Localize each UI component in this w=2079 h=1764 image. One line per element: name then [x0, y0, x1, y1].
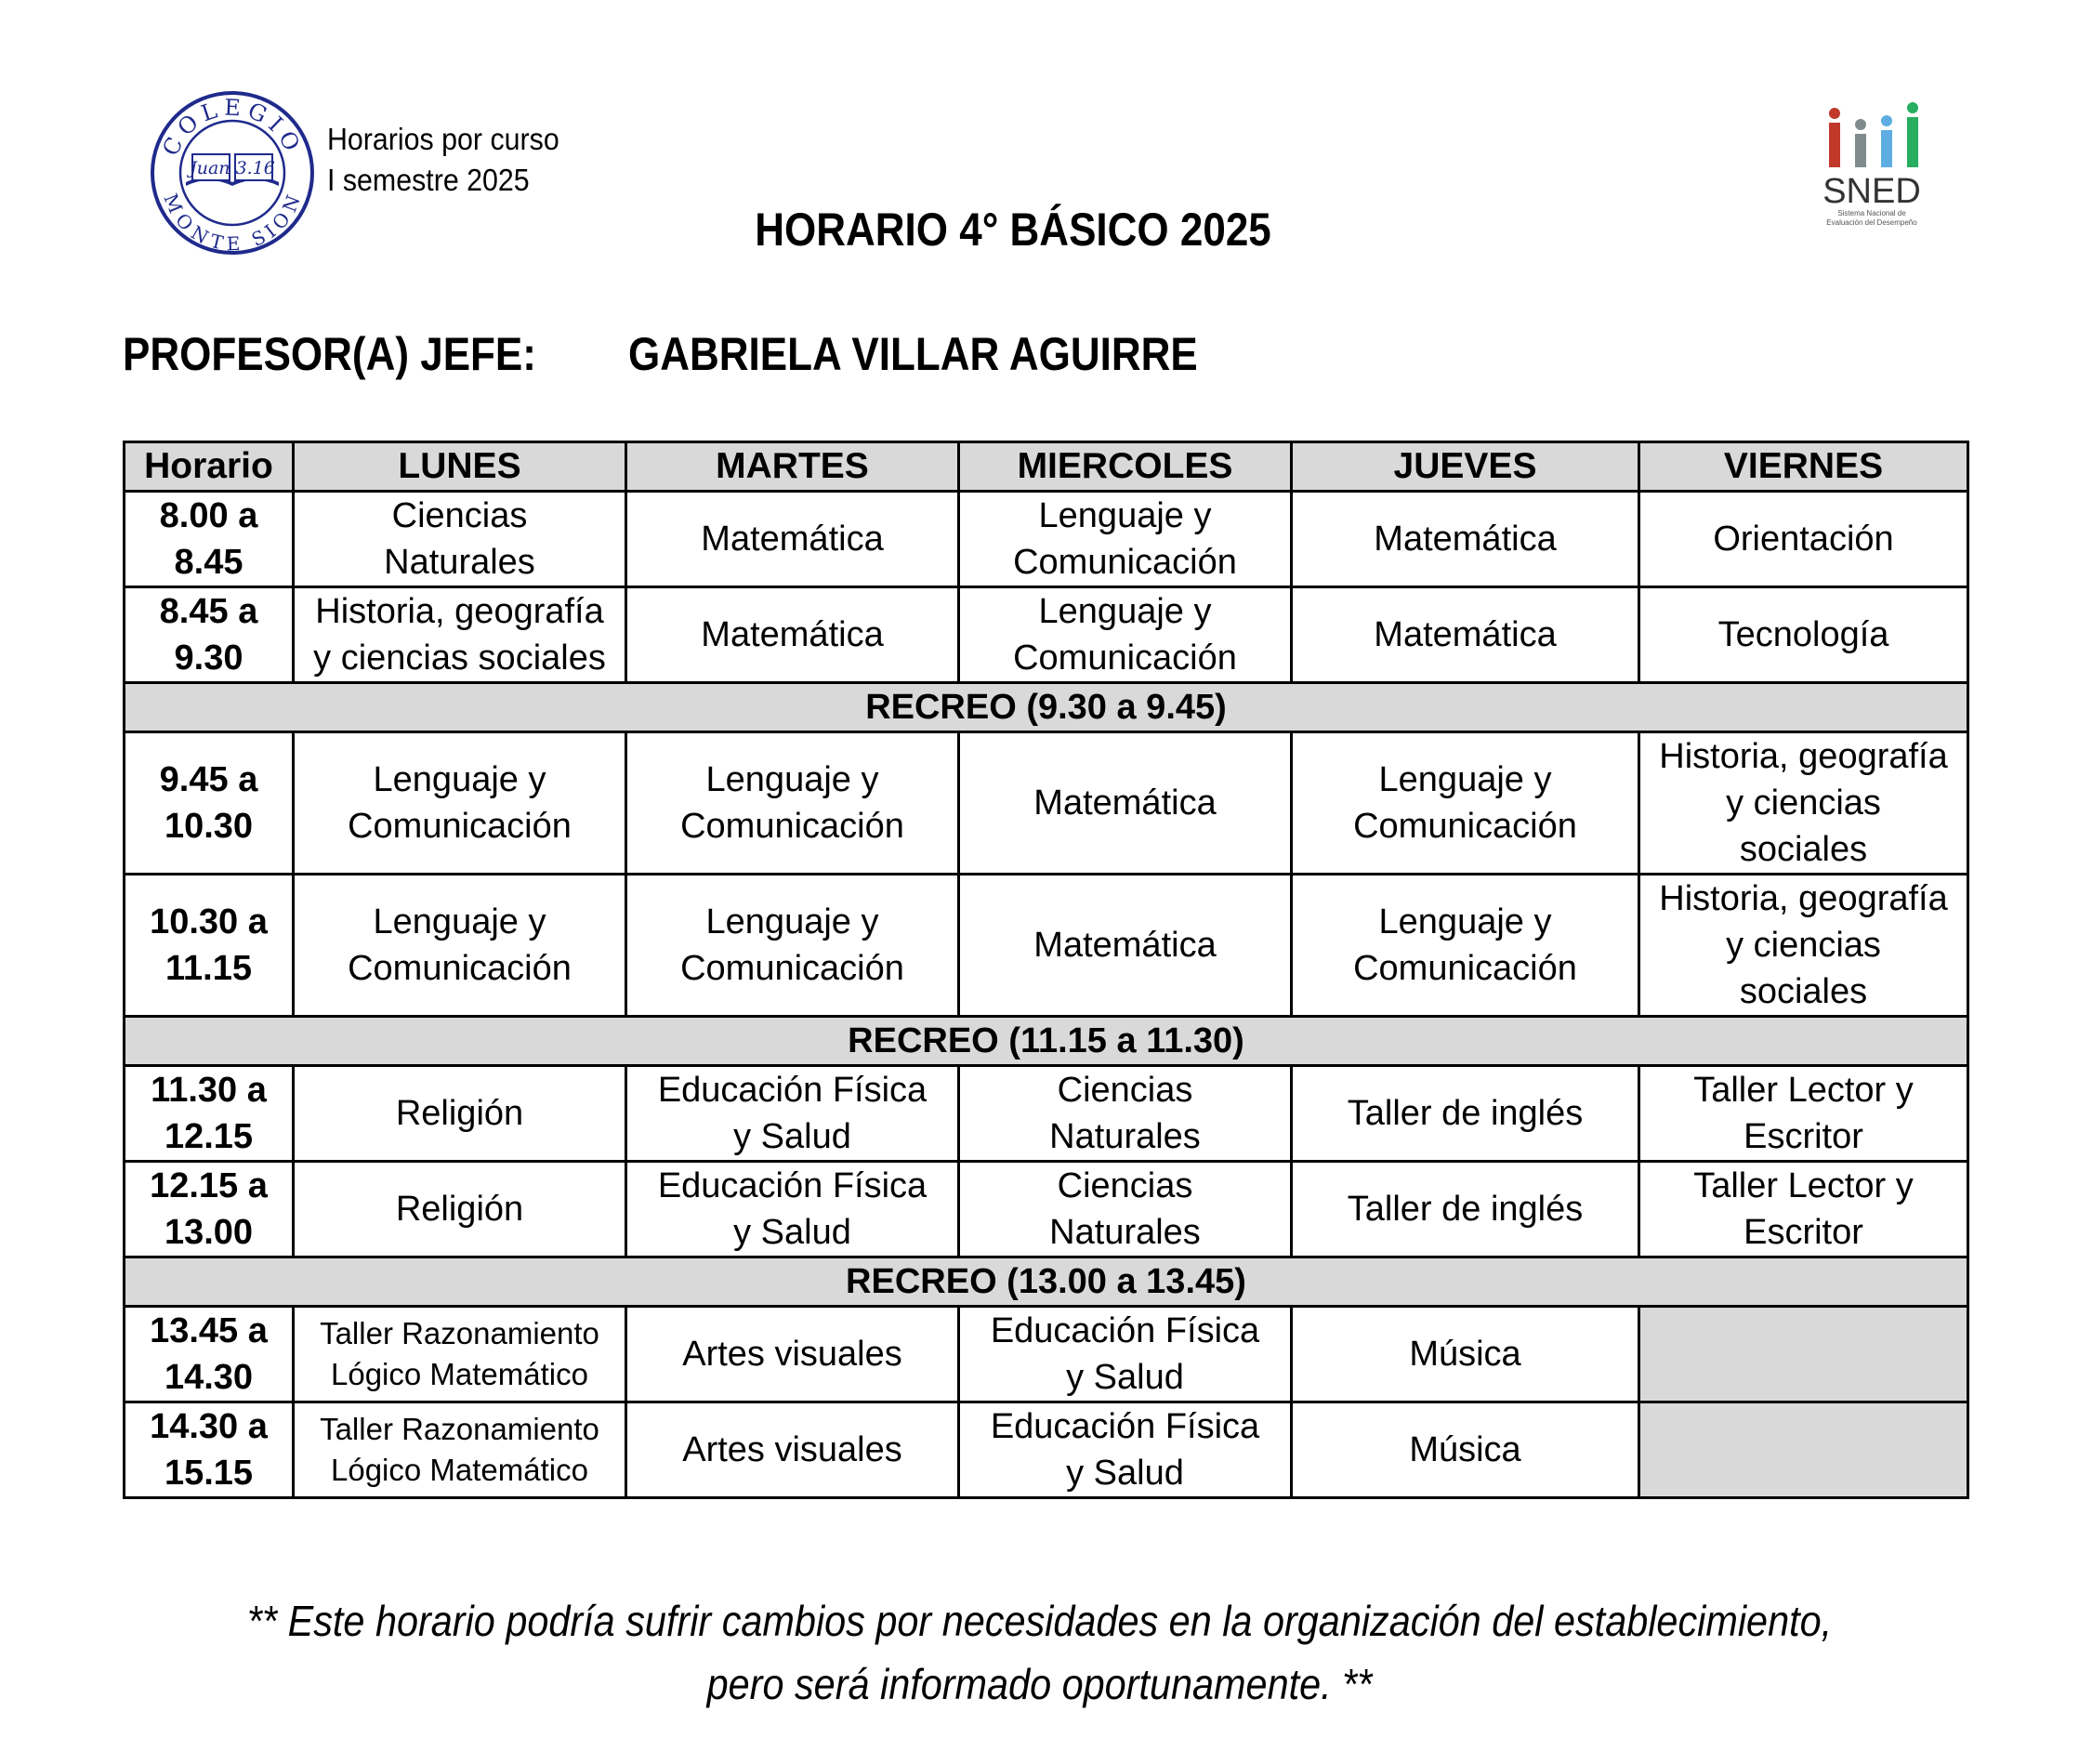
class-cell: Lenguaje y Comunicación: [1292, 875, 1639, 1017]
class-cell: Matemática: [626, 492, 959, 587]
time-cell: 10.30 a 11.15: [125, 875, 294, 1017]
class-cell: Matemática: [1292, 492, 1639, 587]
svg-text:COLEGIO: [157, 95, 307, 161]
class-cell: Ciencias Naturales: [959, 1066, 1292, 1162]
teacher-label: PROFESOR(A) JEFE:: [123, 328, 536, 380]
class-cell: Educación Física y Salud: [959, 1402, 1292, 1498]
class-cell: Lenguaje y Comunicación: [626, 732, 959, 875]
time-cell: 12.15 a 13.00: [125, 1162, 294, 1257]
time-cell: 9.45 a 10.30: [125, 732, 294, 875]
table-row: [125, 1402, 1968, 1498]
class-cell: Matemática: [959, 875, 1292, 1017]
class-cell: Lenguaje y Comunicación: [959, 587, 1292, 683]
class-cell: Ciencias Naturales: [959, 1162, 1292, 1257]
table-row: [125, 1066, 1968, 1162]
sned-tagline-line1: Sistema Nacional de: [1837, 209, 1906, 217]
recess-row: [125, 1257, 1968, 1307]
empty-cell: [1639, 1402, 1968, 1498]
class-cell: Taller de inglés: [1292, 1066, 1639, 1162]
class-cell: Taller de inglés: [1292, 1162, 1639, 1257]
header-horario: Horario: [125, 442, 294, 492]
class-cell: Educación Física y Salud: [959, 1307, 1292, 1402]
sned-tagline-line2: Evaluación del Desempeño: [1826, 218, 1917, 227]
class-cell: Matemática: [626, 587, 959, 683]
table-row: [125, 1307, 1968, 1402]
class-cell: Tecnología: [1639, 587, 1968, 683]
class-cell: Artes visuales: [626, 1307, 959, 1402]
time-cell: 8.00 a 8.45: [125, 492, 294, 587]
class-cell: Artes visuales: [626, 1402, 959, 1498]
subtitle-line1: Horarios por curso: [327, 122, 559, 156]
class-cell: Matemática: [959, 732, 1292, 875]
class-cell: Música: [1292, 1307, 1639, 1402]
recess-row: [125, 683, 1968, 732]
header-miercoles: MIERCOLES: [959, 442, 1292, 492]
time-cell: 8.45 a 9.30: [125, 587, 294, 683]
class-cell: Taller Lector y Escritor: [1639, 1066, 1968, 1162]
table-row: [125, 492, 1968, 587]
sned-text: SNED: [1822, 172, 1921, 211]
recess-row: [125, 1017, 1968, 1066]
class-cell: Ciencias Naturales: [294, 492, 626, 587]
class-cell: Historia, geografía y ciencias sociales: [1639, 732, 1968, 875]
class-cell: Historia, geografía y ciencias sociales: [294, 587, 626, 683]
header-martes: MARTES: [626, 442, 959, 492]
class-cell: Taller Lector y Escritor: [1639, 1162, 1968, 1257]
subtitle: [327, 119, 559, 201]
class-cell: Lenguaje y Comunicación: [959, 492, 1292, 587]
class-cell: Taller Razonamiento Lógico Matemático: [294, 1402, 626, 1498]
header-viernes: VIERNES: [1639, 442, 1968, 492]
time-cell: 14.30 a 15.15: [125, 1402, 294, 1498]
header-lunes: LUNES: [294, 442, 626, 492]
class-cell: Orientación: [1639, 492, 1968, 587]
empty-cell: [1639, 1307, 1968, 1402]
logo-top-text: COLEGIO: [157, 94, 308, 161]
table-row: [125, 587, 1968, 683]
class-cell: Lenguaje y Comunicación: [294, 732, 626, 875]
class-cell: Historia, geografía y ciencias sociales: [1639, 875, 1968, 1017]
logo-middle-text: Juan 3.16: [190, 158, 275, 178]
class-cell: Educación Física y Salud: [626, 1162, 959, 1257]
recess-cell: RECREO (13.00 a 13.45): [125, 1257, 1968, 1307]
recess-cell: RECREO (9.30 a 9.45): [125, 683, 1968, 732]
footer-note-line1: ** Este horario podría sufrir cambios por necesidades en la organización del establecimiento,: [246, 1597, 1833, 1645]
page-title: HORARIO 4° BÁSICO 2025: [755, 204, 1271, 256]
table-row: [125, 1162, 1968, 1257]
recess-cell: RECREO (11.15 a 11.30): [125, 1017, 1968, 1066]
time-cell: 11.30 a 12.15: [125, 1066, 294, 1162]
class-cell: Matemática: [1292, 587, 1639, 683]
time-cell: 13.45 a 14.30: [125, 1307, 294, 1402]
subtitle-line2: I semestre 2025: [327, 163, 530, 197]
class-cell: Religión: [294, 1162, 626, 1257]
class-cell: Lenguaje y Comunicación: [626, 875, 959, 1017]
schedule-table: [123, 441, 1969, 1499]
footer-note: [104, 1589, 1975, 1716]
class-cell: Lenguaje y Comunicación: [294, 875, 626, 1017]
table-row: [125, 732, 1968, 875]
footer-note-line2: pero será informado oportunamente. **: [706, 1660, 1373, 1708]
header-jueves: JUEVES: [1292, 442, 1639, 492]
class-cell: Taller Razonamiento Lógico Matemático: [294, 1307, 626, 1402]
table-row: [125, 875, 1968, 1017]
teacher-name: GABRIELA VILLAR AGUIRRE: [628, 328, 1198, 380]
class-cell: Educación Física y Salud: [626, 1066, 959, 1162]
class-cell: Religión: [294, 1066, 626, 1162]
logo-bottom-text: MONTE SION: [159, 190, 306, 256]
class-cell: Música: [1292, 1402, 1639, 1498]
table-header-row: [125, 442, 1968, 492]
class-cell: Lenguaje y Comunicación: [1292, 732, 1639, 875]
